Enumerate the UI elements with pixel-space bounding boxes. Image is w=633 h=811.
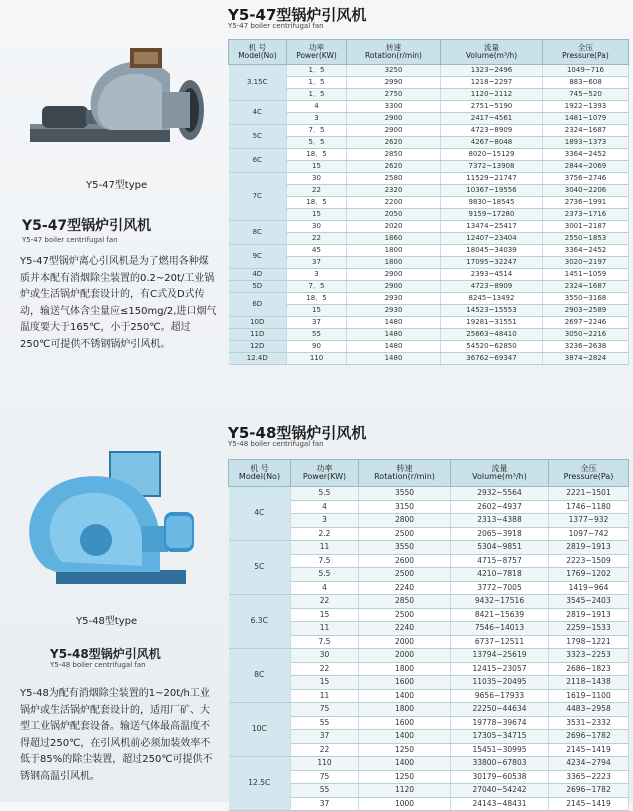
volume-cell: 10367~19556 <box>441 185 543 197</box>
table-row <box>229 173 629 185</box>
model-cell: 5C <box>229 541 291 595</box>
pressure-cell: 3236~2638 <box>543 341 629 353</box>
rotation-cell: 2240 <box>359 622 451 636</box>
table-row <box>229 245 629 257</box>
rotation-cell: 2600 <box>359 554 451 568</box>
power-cell: 15 <box>291 608 359 622</box>
column-header-cn: 转速 <box>396 463 413 473</box>
rotation-cell: 2900 <box>347 281 441 293</box>
table-row <box>229 161 629 173</box>
volume-cell: 2313~4388 <box>451 514 549 528</box>
rotation-cell: 2850 <box>347 149 441 161</box>
model-cell: 4D <box>229 269 287 281</box>
column-header-en: Model(No) <box>238 472 281 481</box>
table-row <box>229 341 629 353</box>
table-row <box>229 221 629 233</box>
pressure-cell: 2145~1419 <box>549 797 629 811</box>
model-cell: 10D <box>229 317 287 329</box>
column-header-en: Rotation(r/min) <box>374 472 435 481</box>
table-row <box>229 541 629 555</box>
column-header <box>451 460 549 487</box>
power-cell: 7．5 <box>287 125 347 137</box>
section2-subtitle: Y5-48 boiler centrifugal fan <box>228 440 324 448</box>
column-header <box>347 40 441 65</box>
rotation-cell: 2900 <box>347 269 441 281</box>
table-row <box>229 757 629 771</box>
pressure-cell: 4483~2958 <box>549 703 629 717</box>
table-row <box>229 317 629 329</box>
power-cell: 11 <box>291 622 359 636</box>
volume-cell: 1218~2297 <box>441 77 543 89</box>
rotation-cell: 1480 <box>347 353 441 365</box>
column-header-cn: 功率 <box>316 463 333 473</box>
pressure-cell: 1769~1202 <box>549 568 629 582</box>
model-cell: 7C <box>229 173 287 221</box>
pressure-cell: 745~520 <box>543 89 629 101</box>
pressure-cell: 883~608 <box>543 77 629 89</box>
column-header-en: Volume(m³/h) <box>465 51 518 60</box>
rotation-cell: 3150 <box>359 500 451 514</box>
column-header-cn: 全压 <box>578 43 593 53</box>
column-header-en: Pressure(Pa) <box>563 472 614 481</box>
power-cell: 75 <box>291 703 359 717</box>
volume-cell: 33800~67803 <box>451 757 549 771</box>
power-cell: 30 <box>291 649 359 663</box>
y5-47-description: Y5-47型锅炉离心引风机是为了燃用各种煤质并本配有消烟除尘装置的0.2~20t/工业锅炉或生活锅炉配套设计的，有C式及D式传动，输送气体含尘量应≤150mg/2,进口烟气温度要大于165℃，小于250℃。超过250℃可提供不锈钢锅炉引风机。 <box>20 256 217 350</box>
power-cell: 22 <box>291 595 359 609</box>
volume-cell: 18045~34039 <box>441 245 543 257</box>
table-row <box>229 125 629 137</box>
power-cell: 45 <box>287 245 347 257</box>
pressure-cell: 3364~2452 <box>543 149 629 161</box>
power-cell: 7．5 <box>287 281 347 293</box>
power-cell: 37 <box>291 730 359 744</box>
volume-cell: 1120~2112 <box>441 89 543 101</box>
table-row <box>229 649 629 663</box>
model-cell: 4C <box>229 101 287 125</box>
pressure-cell: 2324~1687 <box>543 125 629 137</box>
volume-cell: 4723~8909 <box>441 281 543 293</box>
volume-cell: 36762~69347 <box>441 353 543 365</box>
volume-cell: 13794~25619 <box>451 649 549 663</box>
volume-cell: 2932~5564 <box>451 487 549 501</box>
column-header-cn: 功率 <box>309 43 324 53</box>
volume-cell: 27040~54242 <box>451 784 549 798</box>
pressure-cell: 1377~932 <box>549 514 629 528</box>
volume-cell: 4715~8757 <box>451 554 549 568</box>
rotation-cell: 2050 <box>347 209 441 221</box>
volume-cell: 12407~23404 <box>441 233 543 245</box>
pressure-cell: 1097~742 <box>549 527 629 541</box>
power-cell: 55 <box>291 716 359 730</box>
volume-cell: 24143~48431 <box>451 797 549 811</box>
pressure-cell: 3756~2746 <box>543 173 629 185</box>
volume-cell: 7372~13908 <box>441 161 543 173</box>
power-cell: 30 <box>287 173 347 185</box>
column-header-en: Power(KW) <box>296 51 337 60</box>
table-row <box>229 113 629 125</box>
table-row <box>229 595 629 609</box>
column-header <box>229 460 291 487</box>
rotation-cell: 2620 <box>347 137 441 149</box>
pressure-cell: 2324~1687 <box>543 281 629 293</box>
rotation-cell: 2800 <box>359 514 451 528</box>
power-cell: 22 <box>291 662 359 676</box>
pressure-cell: 2118~1438 <box>549 676 629 690</box>
volume-cell: 17305~34715 <box>451 730 549 744</box>
rotation-cell: 1600 <box>359 716 451 730</box>
pressure-cell: 1049~716 <box>543 65 629 77</box>
volume-cell: 2417~4561 <box>441 113 543 125</box>
pressure-cell: 3550~3168 <box>543 293 629 305</box>
column-header-cn: 机 号 <box>248 43 267 53</box>
y5-48-description: Y5-48为配有消烟除尘装置的1~20t/h工业锅炉或生活锅炉配套设计的，适用厂矿、大型工业锅炉配套设备。输送气体最高温度不得超过250℃，在引风机前必须加装效率不低于85%的除尘装置，超过250℃可提供不锈钢高温引风机。 <box>20 688 213 782</box>
rotation-cell: 2200 <box>347 197 441 209</box>
pressure-cell: 2696~1782 <box>549 784 629 798</box>
model-cell: 6C <box>229 149 287 173</box>
model-cell: 4C <box>229 487 291 541</box>
rotation-cell: 1400 <box>359 730 451 744</box>
y5-47-spec-table <box>228 39 629 365</box>
rotation-cell: 1800 <box>359 703 451 717</box>
table-row <box>229 353 629 365</box>
rotation-cell: 2500 <box>359 527 451 541</box>
rotation-cell: 2900 <box>347 113 441 125</box>
power-cell: 22 <box>287 185 347 197</box>
power-cell: 18．5 <box>287 197 347 209</box>
column-header-en: Rotation(r/min) <box>365 51 422 60</box>
volume-cell: 8020~15129 <box>441 149 543 161</box>
pressure-cell: 3545~2403 <box>549 595 629 609</box>
power-cell: 22 <box>291 743 359 757</box>
column-header-en: Power(KW) <box>302 472 347 481</box>
pressure-cell: 3874~2824 <box>543 353 629 365</box>
pressure-cell: 2221~1501 <box>549 487 629 501</box>
rotation-cell: 1400 <box>359 689 451 703</box>
pressure-cell: 3364~2452 <box>543 245 629 257</box>
rotation-cell: 1600 <box>359 676 451 690</box>
table-row <box>229 197 629 209</box>
volume-cell: 9432~17516 <box>451 595 549 609</box>
power-cell: 11 <box>291 689 359 703</box>
pressure-cell: 2373~1716 <box>543 209 629 221</box>
pressure-cell: 3020~2197 <box>543 257 629 269</box>
column-header-en: Pressure(Pa) <box>562 51 609 60</box>
power-cell: 3 <box>287 113 347 125</box>
rotation-cell: 2850 <box>359 595 451 609</box>
table-row <box>229 305 629 317</box>
volume-cell: 4267~8048 <box>441 137 543 149</box>
column-header-cn: 转速 <box>386 43 401 53</box>
volume-cell: 15451~30995 <box>451 743 549 757</box>
volume-cell: 13474~25417 <box>441 221 543 233</box>
power-cell: 15 <box>291 676 359 690</box>
rotation-cell: 2500 <box>359 568 451 582</box>
power-cell: 5．5 <box>287 137 347 149</box>
table-row <box>229 487 629 501</box>
power-cell: 5.5 <box>291 568 359 582</box>
model-cell: 8C <box>229 649 291 703</box>
volume-cell: 54520~62850 <box>441 341 543 353</box>
rotation-cell: 2000 <box>359 635 451 649</box>
power-cell: 30 <box>287 221 347 233</box>
table-row <box>229 703 629 717</box>
power-cell: 55 <box>291 784 359 798</box>
pressure-cell: 1451~1059 <box>543 269 629 281</box>
power-cell: 15 <box>287 161 347 173</box>
column-header <box>441 40 543 65</box>
rotation-cell: 1120 <box>359 784 451 798</box>
rotation-cell: 3300 <box>347 101 441 113</box>
table-row <box>229 257 629 269</box>
model-cell: 9C <box>229 245 287 269</box>
rotation-cell: 3550 <box>359 487 451 501</box>
model-cell: 10C <box>229 703 291 757</box>
table-row <box>229 185 629 197</box>
power-cell: 4 <box>287 101 347 113</box>
volume-cell: 9656~17933 <box>451 689 549 703</box>
column-header-cn: 全压 <box>580 463 597 473</box>
pressure-cell: 1746~1180 <box>549 500 629 514</box>
rotation-cell: 2990 <box>347 77 441 89</box>
table-row <box>229 77 629 89</box>
rotation-cell: 2020 <box>347 221 441 233</box>
rotation-cell: 2000 <box>359 649 451 663</box>
table-row <box>229 329 629 341</box>
pressure-cell: 2819~1913 <box>549 608 629 622</box>
rotation-cell: 2930 <box>347 305 441 317</box>
volume-cell: 9830~18545 <box>441 197 543 209</box>
y5-48-left-subtitle: Y5-48 boiler centrifugal fan <box>50 661 146 669</box>
power-cell: 37 <box>291 797 359 811</box>
table-row <box>229 233 629 245</box>
rotation-cell: 1400 <box>359 757 451 771</box>
power-cell: 3 <box>287 269 347 281</box>
power-cell: 15 <box>287 305 347 317</box>
rotation-cell: 1000 <box>359 797 451 811</box>
model-cell: 11D <box>229 329 287 341</box>
volume-cell: 19281~31551 <box>441 317 543 329</box>
volume-cell: 4210~7818 <box>451 568 549 582</box>
model-cell: 8C <box>229 221 287 245</box>
table-row <box>229 89 629 101</box>
pressure-cell: 2696~1782 <box>549 730 629 744</box>
power-cell: 2.2 <box>291 527 359 541</box>
pressure-cell: 2736~1991 <box>543 197 629 209</box>
volume-cell: 5304~9851 <box>451 541 549 555</box>
pressure-cell: 2903~2589 <box>543 305 629 317</box>
pressure-cell: 3323~2253 <box>549 649 629 663</box>
model-cell: 6D <box>229 293 287 317</box>
power-cell: 3 <box>291 514 359 528</box>
volume-cell: 30179~60538 <box>451 770 549 784</box>
y5-48-left-title: Y5-48型锅炉引风机 <box>50 647 161 661</box>
pressure-cell: 2686~1823 <box>549 662 629 676</box>
volume-cell: 2751~5190 <box>441 101 543 113</box>
section1-title: Y5-47型锅炉引风机 <box>228 6 367 24</box>
table-row <box>229 293 629 305</box>
power-cell: 22 <box>287 233 347 245</box>
rotation-cell: 1800 <box>359 662 451 676</box>
column-header-cn: 流量 <box>484 43 499 53</box>
pressure-cell: 1419~964 <box>549 581 629 595</box>
volume-cell: 3772~7005 <box>451 581 549 595</box>
volume-cell: 17095~32247 <box>441 257 543 269</box>
table-row <box>229 137 629 149</box>
pressure-cell: 2145~1419 <box>549 743 629 757</box>
column-header <box>549 460 629 487</box>
power-cell: 15 <box>287 209 347 221</box>
column-header-en: Model(No) <box>238 51 277 60</box>
power-cell: 4 <box>291 581 359 595</box>
pressure-cell: 1893~1373 <box>543 137 629 149</box>
power-cell: 55 <box>287 329 347 341</box>
power-cell: 4 <box>291 500 359 514</box>
table-row <box>229 269 629 281</box>
pressure-cell: 2550~1853 <box>543 233 629 245</box>
power-cell: 75 <box>291 770 359 784</box>
volume-cell: 4723~8909 <box>441 125 543 137</box>
power-cell: 110 <box>287 353 347 365</box>
column-header-cn: 流量 <box>491 463 508 473</box>
volume-cell: 1323~2496 <box>441 65 543 77</box>
rotation-cell: 2320 <box>347 185 441 197</box>
volume-cell: 6737~12511 <box>451 635 549 649</box>
pressure-cell: 2844~2069 <box>543 161 629 173</box>
pressure-cell: 1798~1221 <box>549 635 629 649</box>
pressure-cell: 1922~1393 <box>543 101 629 113</box>
power-cell: 1．5 <box>287 65 347 77</box>
volume-cell: 11035~20495 <box>451 676 549 690</box>
y5-47-left-subtitle: Y5-47 boiler centrifugal fan <box>22 236 118 244</box>
rotation-cell: 1250 <box>359 770 451 784</box>
volume-cell: 9159~17280 <box>441 209 543 221</box>
volume-cell: 25663~48410 <box>441 329 543 341</box>
volume-cell: 11529~21747 <box>441 173 543 185</box>
model-cell: 6.3C <box>229 595 291 649</box>
pressure-cell: 2697~2246 <box>543 317 629 329</box>
y5-48-fan-image <box>16 448 201 603</box>
volume-cell: 19778~39674 <box>451 716 549 730</box>
rotation-cell: 2750 <box>347 89 441 101</box>
rotation-cell: 3550 <box>359 541 451 555</box>
table-row <box>229 101 629 113</box>
y5-48-spec-table <box>228 459 629 811</box>
power-cell: 1．5 <box>287 77 347 89</box>
volume-cell: 7546~14013 <box>451 622 549 636</box>
pressure-cell: 3001~2187 <box>543 221 629 233</box>
y5-47-fan-image <box>12 40 212 170</box>
model-cell: 3.15C <box>229 65 287 101</box>
section2-title: Y5-48型锅炉引风机 <box>228 424 367 442</box>
pressure-cell: 1481~1079 <box>543 113 629 125</box>
volume-cell: 22250~44634 <box>451 703 549 717</box>
column-header <box>359 460 451 487</box>
pressure-cell: 3531~2332 <box>549 716 629 730</box>
volume-cell: 2602~4937 <box>451 500 549 514</box>
pressure-cell: 2259~1533 <box>549 622 629 636</box>
rotation-cell: 1860 <box>347 233 441 245</box>
model-cell: 5C <box>229 125 287 149</box>
model-cell: 12D <box>229 341 287 353</box>
power-cell: 18．5 <box>287 149 347 161</box>
column-header-cn: 机 号 <box>250 463 269 473</box>
table-row <box>229 281 629 293</box>
pressure-cell: 2223~1509 <box>549 554 629 568</box>
power-cell: 7.5 <box>291 635 359 649</box>
pressure-cell: 3050~2216 <box>543 329 629 341</box>
power-cell: 11 <box>291 541 359 555</box>
model-cell: 12.5C <box>229 757 291 811</box>
rotation-cell: 1480 <box>347 329 441 341</box>
power-cell: 5.5 <box>291 487 359 501</box>
rotation-cell: 1480 <box>347 317 441 329</box>
rotation-cell: 3250 <box>347 65 441 77</box>
pressure-cell: 3040~2206 <box>543 185 629 197</box>
rotation-cell: 2900 <box>347 125 441 137</box>
volume-cell: 14523~15553 <box>441 305 543 317</box>
column-header <box>287 40 347 65</box>
rotation-cell: 2930 <box>347 293 441 305</box>
column-header <box>291 460 359 487</box>
rotation-cell: 1800 <box>347 245 441 257</box>
volume-cell: 2393~4514 <box>441 269 543 281</box>
power-cell: 1．5 <box>287 89 347 101</box>
volume-cell: 8245~13492 <box>441 293 543 305</box>
rotation-cell: 2240 <box>359 581 451 595</box>
column-header-en: Volume(m³/h) <box>472 472 527 481</box>
volume-cell: 2065~3918 <box>451 527 549 541</box>
volume-cell: 12415~23057 <box>451 662 549 676</box>
pressure-cell: 2819~1913 <box>549 541 629 555</box>
pressure-cell: 1619~1100 <box>549 689 629 703</box>
rotation-cell: 2620 <box>347 161 441 173</box>
y5-47-caption: Y5-47型type <box>86 180 148 191</box>
table-row <box>229 209 629 221</box>
column-header <box>229 40 287 65</box>
volume-cell: 8421~15639 <box>451 608 549 622</box>
section1-subtitle: Y5-47 boiler centrifugal fan <box>228 22 324 30</box>
rotation-cell: 1250 <box>359 743 451 757</box>
power-cell: 7.5 <box>291 554 359 568</box>
power-cell: 37 <box>287 257 347 269</box>
power-cell: 90 <box>287 341 347 353</box>
table-row <box>229 149 629 161</box>
pressure-cell: 4234~2794 <box>549 757 629 771</box>
rotation-cell: 1480 <box>347 341 441 353</box>
y5-48-caption: Y5-48型type <box>76 616 138 627</box>
rotation-cell: 1800 <box>347 257 441 269</box>
power-cell: 110 <box>291 757 359 771</box>
y5-47-left-title: Y5-47型锅炉引风机 <box>22 218 152 234</box>
model-cell: 12.4D <box>229 353 287 365</box>
model-cell: 5D <box>229 281 287 293</box>
pressure-cell: 3365~2223 <box>549 770 629 784</box>
rotation-cell: 2500 <box>359 608 451 622</box>
rotation-cell: 2580 <box>347 173 441 185</box>
power-cell: 18．5 <box>287 293 347 305</box>
table-row <box>229 65 629 77</box>
power-cell: 37 <box>287 317 347 329</box>
column-header <box>543 40 629 65</box>
